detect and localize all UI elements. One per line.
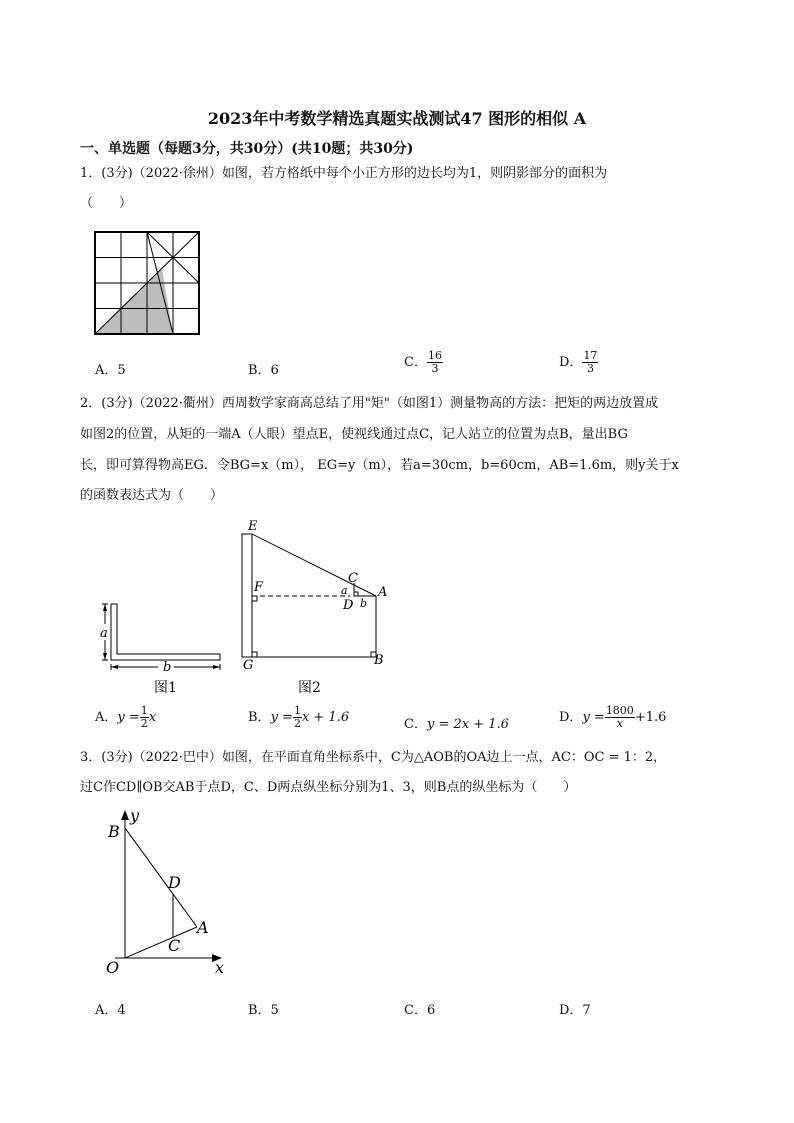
q3-label-O: O	[106, 958, 120, 977]
q2-option-d-fraction: $\frac{1800}{x}$	[605, 704, 634, 730]
q1-option-b[interactable]: B．6	[248, 363, 279, 378]
q3-stem-line2: 过C作CD∥OB交AB于点D，C、D两点纵坐标分别为1、3，则B点的纵坐标为（ ）	[80, 780, 577, 795]
fig2-label-C: C	[348, 571, 358, 586]
q2-stem-line3: 长，即可算得物高EG．令BG=x（m）， EG=y（m），若a=30cm，b=60cm，AB=1.6m，则y关于x	[80, 458, 679, 473]
fig2-label-b: b	[360, 597, 368, 610]
fig2-label-D: D	[343, 598, 354, 613]
q1-stem-line2: （ ）	[80, 196, 133, 211]
fig2-label-E: E	[248, 519, 258, 534]
q2-option-a-label: A．	[95, 710, 118, 725]
fig1-label-a: a	[100, 626, 108, 641]
q2-figure1	[96, 600, 226, 700]
page-title: 2023年中考数学精选真题实战测试47 图形的相似 A	[207, 109, 587, 128]
q2-stem-line4: 的函数表达式为（ ）	[80, 488, 224, 503]
q2-option-d-rest: +1.6	[634, 710, 667, 725]
q2-option-c-label: C．	[404, 717, 427, 732]
q3-label-C: C	[168, 936, 181, 955]
q1-option-c-label: C．	[404, 355, 427, 370]
q2-option-a-lhs: y =	[117, 710, 140, 725]
q1-option-c-fraction: $\frac{16}{3}$	[427, 349, 442, 375]
q2-option-b-fraction: $\frac{1}{2}$	[293, 704, 301, 730]
q1-option-d[interactable]	[559, 350, 598, 375]
fig1-caption: 图1	[154, 680, 177, 696]
q3-option-a[interactable]: A．4	[95, 1003, 126, 1018]
q2-option-a[interactable]	[95, 705, 156, 730]
q2-option-c[interactable]	[404, 713, 509, 732]
q2-option-b[interactable]	[248, 705, 349, 730]
fig2-label-a: a	[341, 584, 348, 597]
q2-option-c-expr: y = 2x + 1.6	[426, 717, 509, 732]
q3-label-A: A	[197, 918, 209, 937]
q3-label-B: B	[108, 822, 120, 841]
q3-option-c[interactable]: C．6	[404, 1003, 436, 1018]
fig2-label-B: B	[374, 653, 384, 668]
q2-option-a-fraction: $\frac{1}{2}$	[140, 704, 148, 730]
fig1-label-b: b	[163, 660, 172, 675]
q2-option-d[interactable]	[559, 705, 666, 730]
q2-option-b-label: B．	[248, 710, 271, 725]
q3-option-b[interactable]: B．5	[248, 1003, 279, 1018]
q2-stem-line1: 2．(3分)（2022·衢州）西周数学家商高总结了用"矩"（如图1）测量物高的方法：把矩的两边放置成	[80, 396, 659, 411]
q3-stem-line1: 3．(3分)（2022·巴中）如图，在平面直角坐标系中，C为△AOB的OA边上一点，AC：OC = 1：2，	[80, 750, 667, 765]
q3-option-d[interactable]: D．7	[559, 1003, 591, 1018]
q1-option-a[interactable]: A．5	[95, 363, 126, 378]
q1-option-d-fraction: $\frac{17}{3}$	[583, 349, 598, 375]
q2-figure2	[238, 516, 388, 696]
q2-option-a-var: x	[148, 710, 157, 725]
q2-option-d-label: D．	[559, 710, 583, 725]
q3-label-D: D	[168, 873, 181, 892]
q2-stem-line2: 如图2的位置，从矩的一端A（人眼）望点E，使视线通过点C，记人站立的位置为点B，量出BG	[80, 427, 628, 442]
section-heading: 一、单选题（每题3分，共30分）(共10题；共30分)	[80, 141, 414, 157]
q2-option-d-lhs: y =	[582, 710, 605, 725]
fig2-label-G: G	[243, 658, 254, 673]
fig2-label-A: A	[378, 585, 388, 600]
q3-figure	[100, 806, 240, 982]
q1-option-d-label: D．	[559, 355, 583, 370]
fig2-caption: 图2	[298, 680, 321, 696]
q1-grid-figure	[95, 232, 199, 334]
q2-option-b-lhs: y =	[270, 710, 293, 725]
fig2-label-F: F	[254, 580, 264, 595]
q1-stem-line1: 1．(3分)（2022·徐州）如图，若方格纸中每个小正方形的边长均为1，则阴影部分的面积为	[80, 166, 608, 181]
q3-label-y: y	[130, 806, 140, 825]
q1-option-c[interactable]	[404, 350, 443, 375]
q2-option-b-rest: x + 1.6	[301, 710, 350, 725]
q1-shaded-triangle	[95, 269, 173, 334]
q3-label-x: x	[215, 958, 225, 977]
